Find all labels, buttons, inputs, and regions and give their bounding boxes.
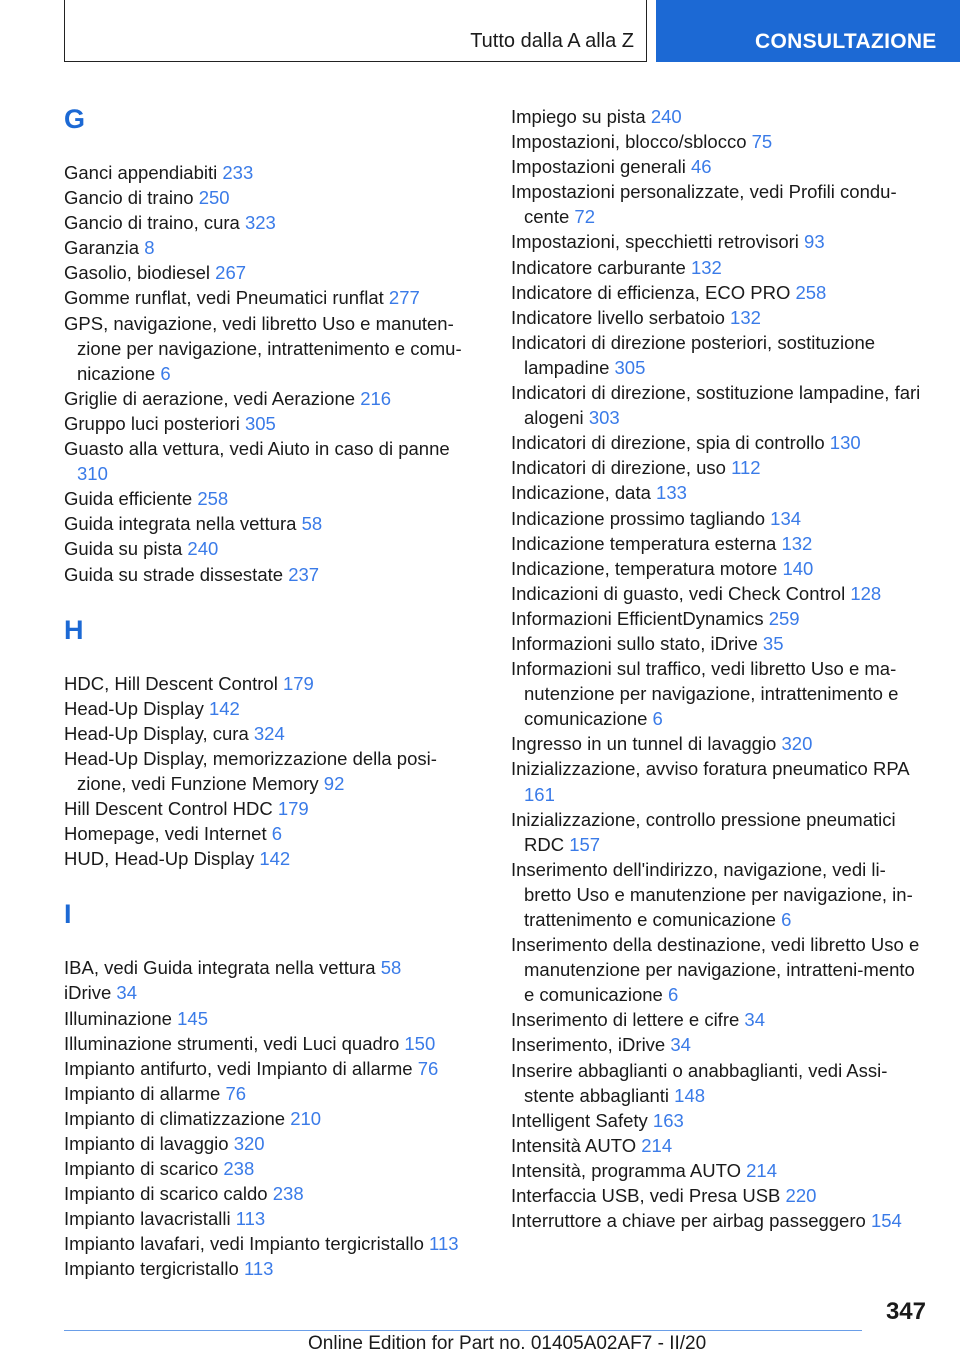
page-reference-link[interactable]: 132 <box>781 532 813 554</box>
index-entry-term: Gancio di traino <box>64 187 194 209</box>
page-reference-link[interactable]: 35 <box>762 632 784 654</box>
page-reference-link[interactable]: 34 <box>670 1034 691 1056</box>
index-entry <box>511 756 923 806</box>
page-reference-link[interactable]: 233 <box>222 162 254 183</box>
index-entry <box>64 980 474 1005</box>
index-entry-term: Inizializzazione, controllo pressione pneumatici RDC <box>511 808 896 855</box>
index-entry-term: Indicazione, data <box>511 482 651 504</box>
index-entry <box>511 1158 923 1183</box>
page-reference-link[interactable]: 240 <box>650 106 682 127</box>
index-entry-term: Impianto lavacristalli <box>64 1208 231 1230</box>
index-entry-term: Indicatori di direzione, uso <box>511 457 726 479</box>
page-reference-link[interactable]: 267 <box>215 262 247 284</box>
index-entry <box>64 1256 474 1281</box>
index-entry-term: Intensità, programma AUTO <box>511 1159 741 1181</box>
index-entry-term: Indicazione, temperatura motore <box>511 557 778 579</box>
index-entry-term: Impianto di allarme <box>64 1082 221 1104</box>
index-entry <box>511 280 923 305</box>
index-entry-term: Indicazione prossimo tagliando <box>511 507 766 529</box>
index-entry <box>511 606 923 631</box>
index-entry <box>511 455 923 480</box>
index-entry-term: Guasto alla vettura, vedi Aiuto in caso di panne <box>64 438 450 460</box>
index-entry-term: Head-Up Display, memorizzazione della posi-zione, vedi Funzione Memory <box>64 747 437 794</box>
page-reference-link[interactable]: 130 <box>829 432 861 454</box>
page-reference-link[interactable]: 238 <box>272 1183 304 1205</box>
page-reference-link[interactable]: 46 <box>690 156 712 178</box>
index-entry-term: Guida efficiente <box>64 488 193 510</box>
index-entry-term: Guida su pista <box>64 538 183 560</box>
index-entry-term: Hill Descent Control HDC <box>64 798 273 820</box>
index-entry <box>511 179 923 229</box>
page-reference-link[interactable]: 113 <box>235 1208 266 1230</box>
page-reference-link[interactable]: 132 <box>730 306 761 328</box>
index-entry <box>511 1183 923 1208</box>
index-entry-term: Guida su strade dissestate <box>64 563 284 585</box>
index-entry-term: Homepage, vedi Internet <box>64 823 267 845</box>
index-entry-term: Indicatore di efficienza, ECO PRO <box>511 281 791 303</box>
index-entry <box>64 1056 474 1081</box>
index-entry-term: Head-Up Display <box>64 697 204 719</box>
index-entry <box>511 932 923 1007</box>
page-reference-link[interactable]: 140 <box>782 557 814 579</box>
section-letter-heading: H <box>64 614 84 645</box>
page-reference-link[interactable]: 76 <box>225 1082 247 1104</box>
index-entry <box>511 1133 923 1158</box>
index-entry <box>511 506 923 531</box>
index-entry <box>64 260 474 285</box>
index-entry <box>64 1206 474 1231</box>
page-reference-link[interactable]: 161 <box>524 783 555 805</box>
index-column-left <box>64 104 474 1282</box>
index-entry-term: Gomme runflat, vedi Pneumatici runflat <box>64 287 384 309</box>
index-entry <box>64 411 474 436</box>
index-entry <box>511 581 923 606</box>
index-entry <box>511 129 923 154</box>
index-entry-term: Griglie di aerazione, vedi Aerazione <box>64 387 356 409</box>
index-entry-term: Indicatore livello serbatoio <box>511 306 725 328</box>
page-reference-link[interactable]: 6 <box>160 362 171 384</box>
page-reference-link[interactable]: 179 <box>277 798 309 820</box>
page-reference-link[interactable]: 92 <box>323 772 345 794</box>
index-entry-term: Guida integrata nella vettura <box>64 513 297 535</box>
page-reference-link[interactable]: 258 <box>795 281 827 303</box>
index-entry <box>64 486 474 511</box>
index-entry-term: Gruppo luci posteriori <box>64 412 240 434</box>
index-entry <box>511 1108 923 1133</box>
section-letter-heading: G <box>64 104 86 134</box>
index-entry <box>511 255 923 280</box>
index-entry-term: Ingresso in un tunnel di lavaggio <box>511 733 777 755</box>
index-entry-term: Ganci appendiabiti <box>64 162 218 183</box>
index-entry <box>64 846 474 871</box>
index-entry <box>511 104 923 129</box>
index-entry-term: iDrive <box>64 982 112 1004</box>
index-entry-term: Inserimento, iDrive <box>511 1034 666 1056</box>
index-entry <box>64 210 474 235</box>
index-entry <box>511 380 923 430</box>
index-entry <box>511 1058 923 1108</box>
index-entry-term: HUD, Head-Up Display <box>64 848 255 870</box>
index-entry-term: Impianto di lavaggio <box>64 1133 229 1154</box>
index-entry-term: Indicatori di direzione posteriori, sostituzione lampadine <box>511 331 876 378</box>
index-entry-term: HDC, Hill Descent Control <box>64 672 278 694</box>
index-entry-term: Indicatore carburante <box>511 256 686 278</box>
header-section-box <box>64 0 647 62</box>
index-entry-term: Indicazioni di guasto, vedi Check Control <box>511 582 846 604</box>
page-reference-link[interactable]: 113 <box>243 1258 274 1280</box>
index-entry <box>64 955 474 980</box>
index-entry-term: GPS, navigazione, vedi libretto Uso e manuten-zione per navigazione, intrattenimento e comu-nicazione <box>64 312 462 384</box>
page-reference-link[interactable]: 145 <box>177 1007 208 1029</box>
index-entry <box>64 1131 474 1156</box>
index-entry-term: Inserimento della destinazione, vedi libretto Uso e manutenzione per navigazione, intratteni-mento e comunicazione <box>511 934 920 1006</box>
index-entry-term: Impianto di scarico <box>64 1158 219 1180</box>
page-reference-link[interactable]: 150 <box>404 1032 436 1054</box>
index-entry <box>64 511 474 536</box>
footer-divider <box>64 1330 862 1331</box>
page-reference-link[interactable]: 157 <box>569 833 601 855</box>
page-reference-link[interactable]: 34 <box>744 1009 765 1031</box>
page-reference-link[interactable]: 128 <box>850 582 882 604</box>
page-reference-link[interactable]: 132 <box>690 256 722 278</box>
page-reference-link[interactable]: 134 <box>770 507 802 529</box>
index-entry-term: Impostazioni generali <box>511 156 686 178</box>
header-chapter-tab <box>656 0 960 62</box>
page-reference-link[interactable]: 258 <box>197 488 229 510</box>
page-reference-link[interactable]: 6 <box>271 823 283 845</box>
page-reference-link[interactable]: 148 <box>674 1084 706 1106</box>
page-number: 347 <box>885 1298 926 1325</box>
page-reference-link[interactable]: 142 <box>259 848 291 870</box>
index-entry-term: Impostazioni, blocco/sblocco <box>511 131 747 153</box>
page-reference-link[interactable]: 6 <box>652 708 663 730</box>
page-reference-link[interactable]: 154 <box>870 1210 902 1232</box>
page-reference-link[interactable]: 142 <box>208 697 240 719</box>
page-reference-link[interactable]: 220 <box>785 1185 817 1207</box>
page-reference-link[interactable]: 163 <box>652 1109 684 1131</box>
index-column-right <box>511 104 923 1233</box>
index-entry <box>511 1032 923 1057</box>
index-entry <box>64 671 474 696</box>
page-reference-link[interactable]: 210 <box>290 1107 322 1129</box>
index-entry-term: Impianto di scarico caldo <box>64 1183 268 1205</box>
header-chapter-label: CONSULTAZIONE <box>755 30 937 53</box>
index-entry <box>511 330 923 380</box>
index-entry <box>511 731 923 756</box>
index-entry <box>64 1006 474 1031</box>
index-entry <box>64 160 474 185</box>
heading-gap <box>64 134 474 160</box>
page-reference-link[interactable]: 237 <box>288 563 320 585</box>
index-entry <box>64 1106 474 1131</box>
index-entry-term: Impostazioni personalizzate, vedi Profili condu-cente <box>511 181 897 228</box>
index-entry <box>511 305 923 330</box>
page-reference-link[interactable]: 34 <box>116 982 137 1004</box>
index-entry-term: Intensità AUTO <box>511 1134 637 1156</box>
header-section-label: Tutto dalla A alla Z <box>470 30 634 52</box>
page-reference-link[interactable]: 277 <box>388 287 420 309</box>
index-entry-term: Impiego su pista <box>511 106 646 127</box>
index-entry <box>64 1181 474 1206</box>
index-entry-term: Gancio di traino, cura <box>64 212 240 234</box>
index-entry <box>64 721 474 746</box>
index-entry <box>511 1208 923 1233</box>
index-entry-term: Impianto lavafari, vedi Impianto tergicristallo <box>64 1233 424 1255</box>
index-entry <box>64 311 474 386</box>
index-entry-term: Impianto di climatizzazione <box>64 1107 286 1129</box>
page-reference-link[interactable]: 72 <box>574 206 595 228</box>
index-entry-term: Impianto antifurto, vedi Impianto di allarme <box>64 1057 413 1079</box>
page-reference-link[interactable]: 6 <box>781 909 792 930</box>
index-entry <box>511 229 923 254</box>
index-entry-term: Inserimento di lettere e cifre <box>511 1009 740 1031</box>
page-reference-link[interactable]: 112 <box>731 457 761 479</box>
index-entry <box>511 154 923 179</box>
index-entry <box>511 656 923 731</box>
index-entry <box>64 562 474 587</box>
page-reference-link[interactable]: 93 <box>804 231 825 253</box>
index-entry <box>64 235 474 260</box>
index-entry-term: Intelligent Safety <box>511 1109 648 1131</box>
page-reference-link[interactable]: 238 <box>223 1158 255 1180</box>
index-entry-term: Head-Up Display, cura <box>64 722 249 744</box>
index-entry-term: Indicatori di direzione, spia di controllo <box>511 432 825 454</box>
page-reference-link[interactable]: 303 <box>588 407 620 429</box>
index-entry <box>64 185 474 210</box>
page-reference-link[interactable]: 320 <box>233 1133 265 1154</box>
page-reference-link[interactable]: 58 <box>380 957 402 979</box>
heading-gap <box>64 645 474 671</box>
page-reference-link[interactable]: 179 <box>282 672 314 694</box>
section-gap <box>64 587 474 615</box>
page-reference-link[interactable]: 58 <box>301 513 323 535</box>
page-reference-link[interactable]: 6 <box>667 984 679 1006</box>
index-entry-term: Inizializzazione, avviso foratura pneumatico RPA <box>511 758 909 780</box>
page-reference-link[interactable]: 324 <box>253 722 285 744</box>
page-reference-link[interactable]: 216 <box>360 387 392 409</box>
page-reference-link[interactable]: 113 <box>429 1233 459 1255</box>
index-entry <box>64 436 474 486</box>
page-reference-link[interactable]: 133 <box>656 482 687 504</box>
index-entry <box>64 821 474 846</box>
index-entry <box>64 536 474 561</box>
index-entry-term: Impostazioni, specchietti retrovisori <box>511 231 799 253</box>
index-entry-term: Informazioni sullo stato, iDrive <box>511 632 758 654</box>
index-entry <box>64 1081 474 1106</box>
index-entry-term: Informazioni sul traffico, vedi libretto Uso e ma-nutenzione per navigazione, intrattenimento e comunicazione <box>511 658 899 730</box>
footer-edition: Online Edition for Part no. 01405A02AF7 - II/20 <box>308 1333 707 1354</box>
index-entry <box>64 285 474 310</box>
index-entry-term: Illuminazione strumenti, vedi Luci quadro <box>64 1032 400 1054</box>
index-entry <box>511 631 923 656</box>
index-entry <box>511 556 923 581</box>
index-entry <box>511 531 923 556</box>
page-reference-link[interactable]: 214 <box>641 1134 673 1156</box>
index-entry-term: Impianto tergicristallo <box>64 1258 239 1280</box>
index-entry <box>64 746 474 796</box>
index-entry-term: Gasolio, biodiesel <box>64 262 211 284</box>
index-entry-term: Interfaccia USB, vedi Presa USB <box>511 1185 781 1207</box>
index-entry-term: Inserire abbaglianti o anabbaglianti, vedi Assi-stente abbaglianti <box>511 1059 888 1106</box>
page-reference-link[interactable]: 214 <box>746 1159 777 1181</box>
index-entry <box>64 1156 474 1181</box>
index-entry <box>511 1007 923 1032</box>
index-entry <box>511 857 923 932</box>
index-entry <box>64 696 474 721</box>
page-reference-link[interactable]: 250 <box>198 187 230 209</box>
heading-gap <box>64 929 474 955</box>
page-reference-link[interactable]: 76 <box>417 1057 439 1079</box>
page-reference-link[interactable]: 320 <box>781 733 813 755</box>
page-reference-link[interactable]: 259 <box>768 607 800 629</box>
index-entry-term: Informazioni EfficientDynamics <box>511 607 764 629</box>
page-reference-link[interactable]: 305 <box>244 412 276 434</box>
index-entry <box>64 796 474 821</box>
page-reference-link[interactable]: 305 <box>614 356 646 378</box>
index-entry-term: Illuminazione <box>64 1007 172 1029</box>
page-reference-link[interactable]: 310 <box>77 463 108 485</box>
index-entry-term: Interruttore a chiave per airbag passeggero <box>511 1210 866 1232</box>
section-letter-heading: I <box>64 899 72 930</box>
page-reference-link[interactable]: 240 <box>187 538 219 560</box>
index-entry <box>511 430 923 455</box>
index-entry-term: IBA, vedi Guida integrata nella vettura <box>64 957 376 979</box>
page-reference-link[interactable]: 8 <box>144 237 155 259</box>
index-entry-term: Garanzia <box>64 237 140 259</box>
index-entry <box>64 386 474 411</box>
index-entry <box>64 1031 474 1056</box>
index-entry-term: Inserimento dell'indirizzo, navigazione, vedi li-bretto Uso e manutenzione per navigazione, in-trattenimento e comunicazione <box>511 858 913 930</box>
section-gap <box>64 871 474 899</box>
index-entry <box>511 480 923 505</box>
index-entry <box>511 807 923 857</box>
index-entry-term: Indicazione temperatura esterna <box>511 532 777 554</box>
index-entry <box>64 1231 474 1256</box>
page-reference-link[interactable]: 75 <box>751 131 773 153</box>
page-reference-link[interactable]: 323 <box>244 212 276 234</box>
index-entry-term: Indicatori di direzione, sostituzione lampadine, fari alogeni <box>511 382 921 429</box>
